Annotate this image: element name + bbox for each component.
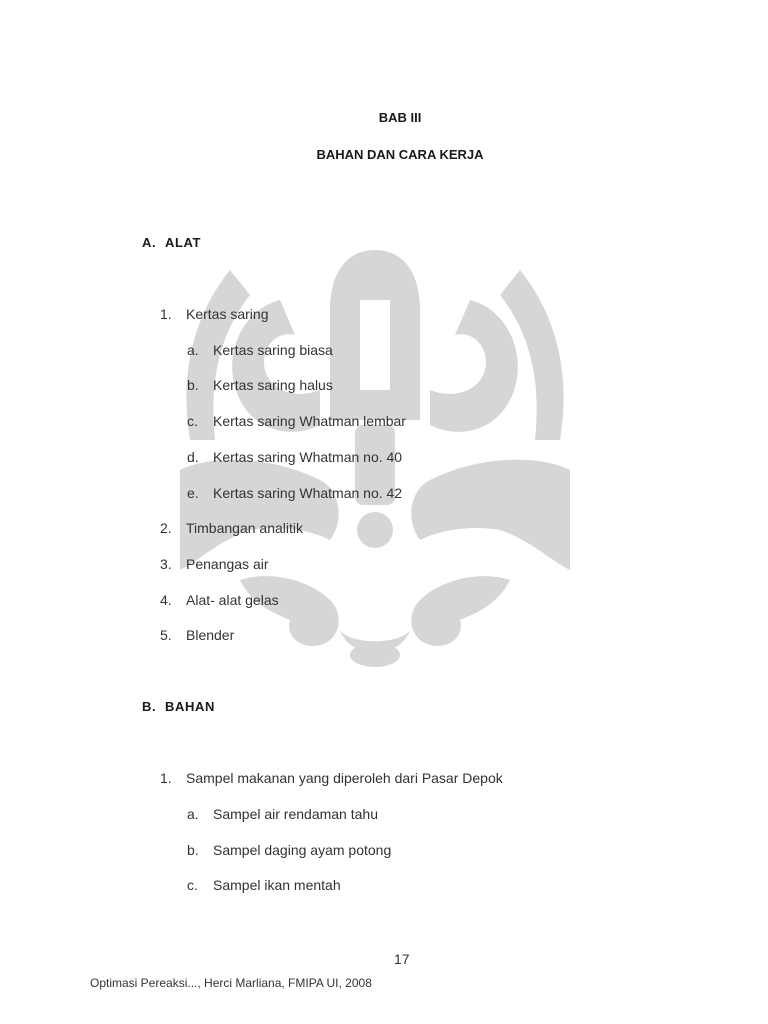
- list-item-text: Kertas saring Whatman no. 40: [213, 449, 403, 465]
- section-a-marker: A.: [142, 235, 157, 250]
- list-item: [160, 520, 303, 536]
- list-item-text: Kertas saring biasa: [213, 342, 333, 358]
- list-item: [160, 556, 269, 572]
- list-item-number: a.: [187, 806, 199, 822]
- list-item: [160, 627, 234, 643]
- list-item: [160, 306, 268, 322]
- section-b-marker: B.: [142, 699, 157, 714]
- list-item-number: c.: [187, 413, 198, 429]
- list-item: [160, 592, 279, 608]
- list-item-number: 4.: [160, 592, 172, 608]
- list-item-number: e.: [187, 485, 199, 501]
- list-item-text: Kertas saring halus: [213, 377, 333, 393]
- list-item-text: Sampel ikan mentah: [213, 877, 341, 893]
- list-item-text: Sampel daging ayam potong: [213, 842, 392, 858]
- list-item-number: 3.: [160, 556, 172, 572]
- list-item: [187, 485, 402, 501]
- list-item-text: Timbangan analitik: [186, 520, 303, 536]
- chapter-title: BAHAN DAN CARA KERJA: [316, 147, 484, 162]
- list-item-text: Penangas air: [186, 556, 269, 572]
- section-b-heading: [142, 699, 215, 714]
- list-item-text: Sampel makanan yang diperoleh dari Pasar Depok: [186, 770, 503, 786]
- page-footer: Optimasi Pereaksi..., Herci Marliana, FMIPA UI, 2008: [90, 976, 372, 990]
- list-item: [187, 342, 333, 358]
- chapter-number: BAB III: [378, 110, 422, 125]
- list-item-number: 1.: [160, 306, 172, 322]
- list-item-text: Sampel air rendaman tahu: [213, 806, 378, 822]
- section-b-title: BAHAN: [165, 699, 215, 714]
- list-item: [187, 877, 341, 893]
- list-item-number: 1.: [160, 770, 172, 786]
- list-item-text: Alat- alat gelas: [186, 592, 279, 608]
- list-item-number: d.: [187, 449, 199, 465]
- list-item: [187, 806, 378, 822]
- list-item-text: Kertas saring: [186, 306, 269, 322]
- list-item: [160, 770, 503, 786]
- list-item: [187, 377, 333, 393]
- list-item-text: Kertas saring Whatman lembar: [213, 413, 406, 429]
- list-item-number: b.: [187, 842, 199, 858]
- list-item-text: Blender: [186, 627, 235, 643]
- list-item-number: 5.: [160, 627, 172, 643]
- list-item-number: 2.: [160, 520, 172, 536]
- list-item: [187, 842, 391, 858]
- list-item: [187, 449, 402, 465]
- list-item: [187, 413, 406, 429]
- page-number: 17: [394, 951, 410, 967]
- section-a-title: ALAT: [165, 235, 202, 250]
- section-a-heading: [142, 235, 201, 250]
- list-item-number: b.: [187, 377, 199, 393]
- list-item-text: Kertas saring Whatman no. 42: [213, 485, 403, 501]
- list-item-number: c.: [187, 877, 198, 893]
- list-item-number: a.: [187, 342, 199, 358]
